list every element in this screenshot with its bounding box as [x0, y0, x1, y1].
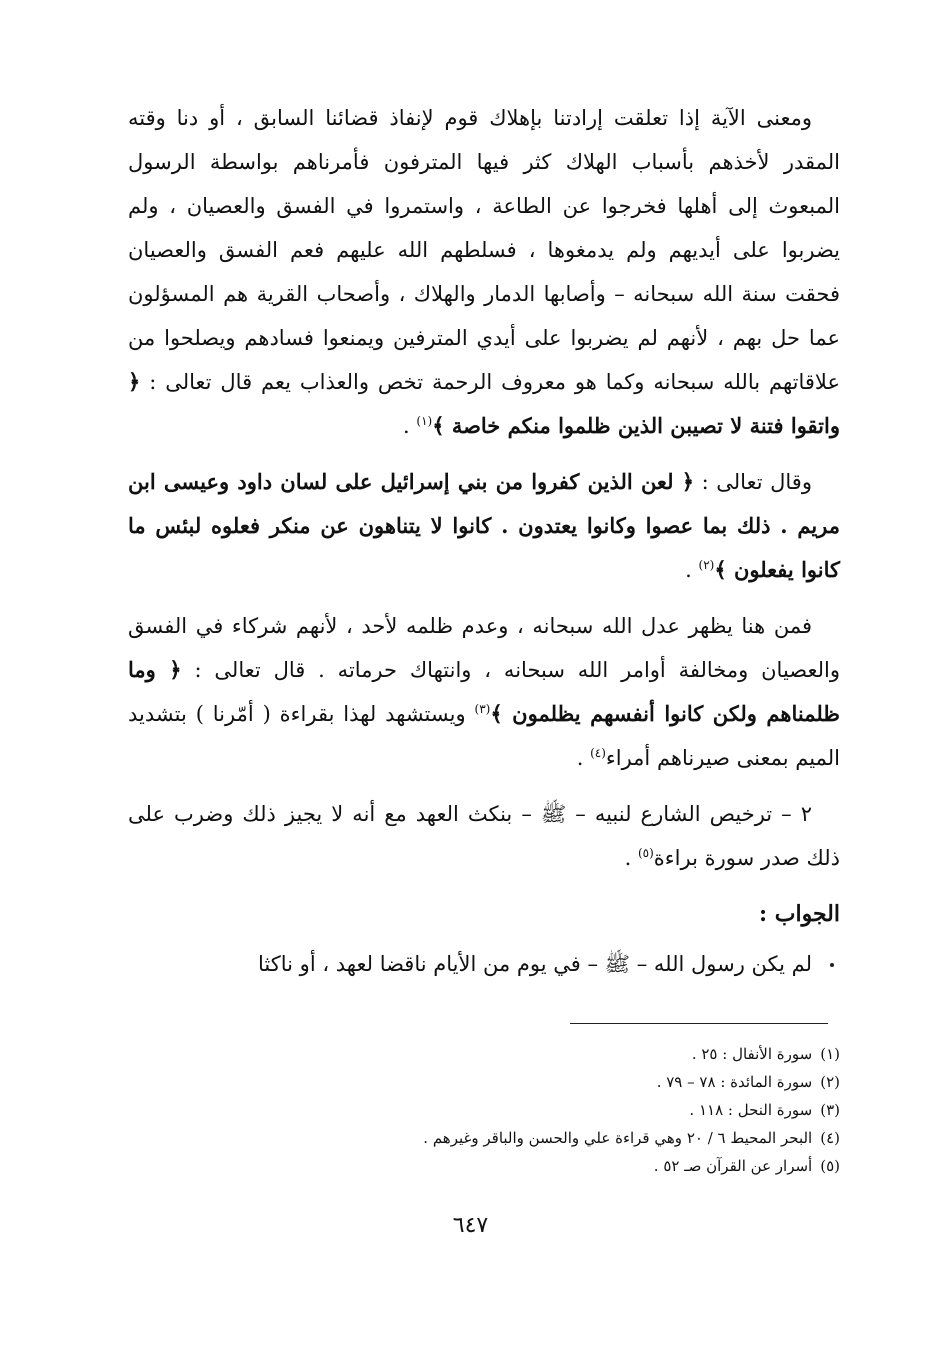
footnote-ref-3: (٣): [474, 702, 491, 716]
paragraph-3: [128, 604, 840, 780]
footnote-text: أسرار عن القرآن صـ ٥٢ .: [653, 1157, 813, 1175]
footnote-3: [300, 1096, 840, 1124]
answer-heading: الجواب :: [759, 901, 840, 927]
quran-quote-1: ﴿ واتقوا فتنة لا تصيبن الذين ظلموا منكم خاصة ﴾: [128, 369, 840, 438]
paragraph-2: [128, 460, 840, 592]
footnote-5: [300, 1152, 840, 1180]
footnote-ref-2: (٢): [698, 558, 715, 572]
footnote-text: سورة المائدة : ٧٨ – ٧٩ .: [656, 1073, 813, 1091]
paragraph-4: [128, 792, 840, 880]
footnote-number: (٥): [820, 1157, 840, 1175]
footnotes: [300, 1040, 840, 1180]
paragraph-3-continued: ويستشهد لهذا بقراءة ( أمّرنا ) بتشديد الميم بمعنى صيرناهم أمراء: [128, 702, 840, 770]
footnote-2: [300, 1068, 840, 1096]
final-paragraph-text: لم يكن رسول الله – ﷺ – في يوم من الأيام ناقضا لعهد ، أو ناكثا: [258, 952, 812, 976]
footnote-text: البحر المحيط ٦ / ٢٠ وهي قراءة علي والحسن والباقر وغيرهم .: [423, 1129, 813, 1147]
paragraph-2-text: وقال تعالى :: [701, 470, 812, 494]
paragraph-3-end: .: [576, 746, 591, 770]
footnote-number: (٢): [820, 1073, 840, 1091]
footnote-number: (٤): [820, 1129, 840, 1147]
footnote-ref-4: (٤): [590, 746, 606, 760]
paragraph-1-text: ومعنى الآية إذا تعلقت إرادتنا بإهلاك قوم لإنفاذ قضائنا السابق ، أو دنا وقته المقدر لأخذهم بأسباب الهلاك كثر فيها المترفون فأمرناهم بواسطة الرسول المبعوث إلى أهلها فخرجوا عن الطاعة ، واستمروا في الفسق والعصيان ، ولم يضربوا على أيديهم ولم يدمغوها ، فسلطهم الله عليهم فعم الفسق والعصيان فحقت سنة الله سبحانه – وأصابها الدمار والهلاك ، وأصحاب القرية هم المسؤلون عما حل بهم ، لأنهم لم يضربوا على أيدي المترفين ويمنعوا فسادهم ويصلحوا من علاقاتهم بالله سبحانه وكما هو معروف الرحمة تخص والعذاب يعم قال تعالى :: [128, 106, 841, 394]
paragraph-4-end: .: [624, 846, 638, 870]
page-number: ٦٤٧: [452, 1213, 489, 1238]
footnote-ref-1: (١): [416, 414, 433, 428]
paragraph-4-text: ٢ – ترخيص الشارع لنبيه – ﷺ – بنكث العهد مع أنه لا يجيز ذلك وضرب على ذلك صدر سورة براءة: [128, 802, 840, 870]
quran-quote-2: ﴿ لعن الذين كفروا من بني إسرائيل على لسان داود وعيسى ابن مريم . ذلك بما عصوا وكانوا يعتدون . كانوا لا يتناهون عن منكر فعلوه لبئس ما كانوا يفعلون ﴾: [128, 469, 840, 582]
page-body: [128, 96, 840, 998]
quran-quote-3: ﴿ وما ظلمناهم ولكن كانوا أنفسهم يظلمون ﴾: [128, 657, 841, 726]
paragraph-1-end: .: [403, 414, 417, 438]
paragraph-3-text: فمن هنا يظهر عدل الله سبحانه ، وعدم ظلمه لأحد ، لأنهم شركاء في الفسق والعصيان ومخالفة أوامر الله سبحانه ، وانتهاك حرماته . قال تعالى :: [128, 614, 840, 682]
final-paragraph: [128, 942, 840, 986]
footnote-text: سورة الأنفال : ٢٥ .: [691, 1045, 813, 1063]
footnote-text: سورة النحل : ١١٨ .: [689, 1101, 813, 1119]
footnote-ref-5: (٥): [637, 846, 654, 860]
footnote-1: [300, 1040, 840, 1068]
paragraph-2-end: .: [685, 558, 699, 582]
footnote-4: [300, 1124, 840, 1152]
footnote-divider: [570, 1023, 828, 1024]
paragraph-1: [128, 96, 840, 448]
stray-dot: [830, 963, 834, 967]
footnote-number: (١): [820, 1045, 840, 1063]
footnote-number: (٣): [820, 1101, 840, 1119]
